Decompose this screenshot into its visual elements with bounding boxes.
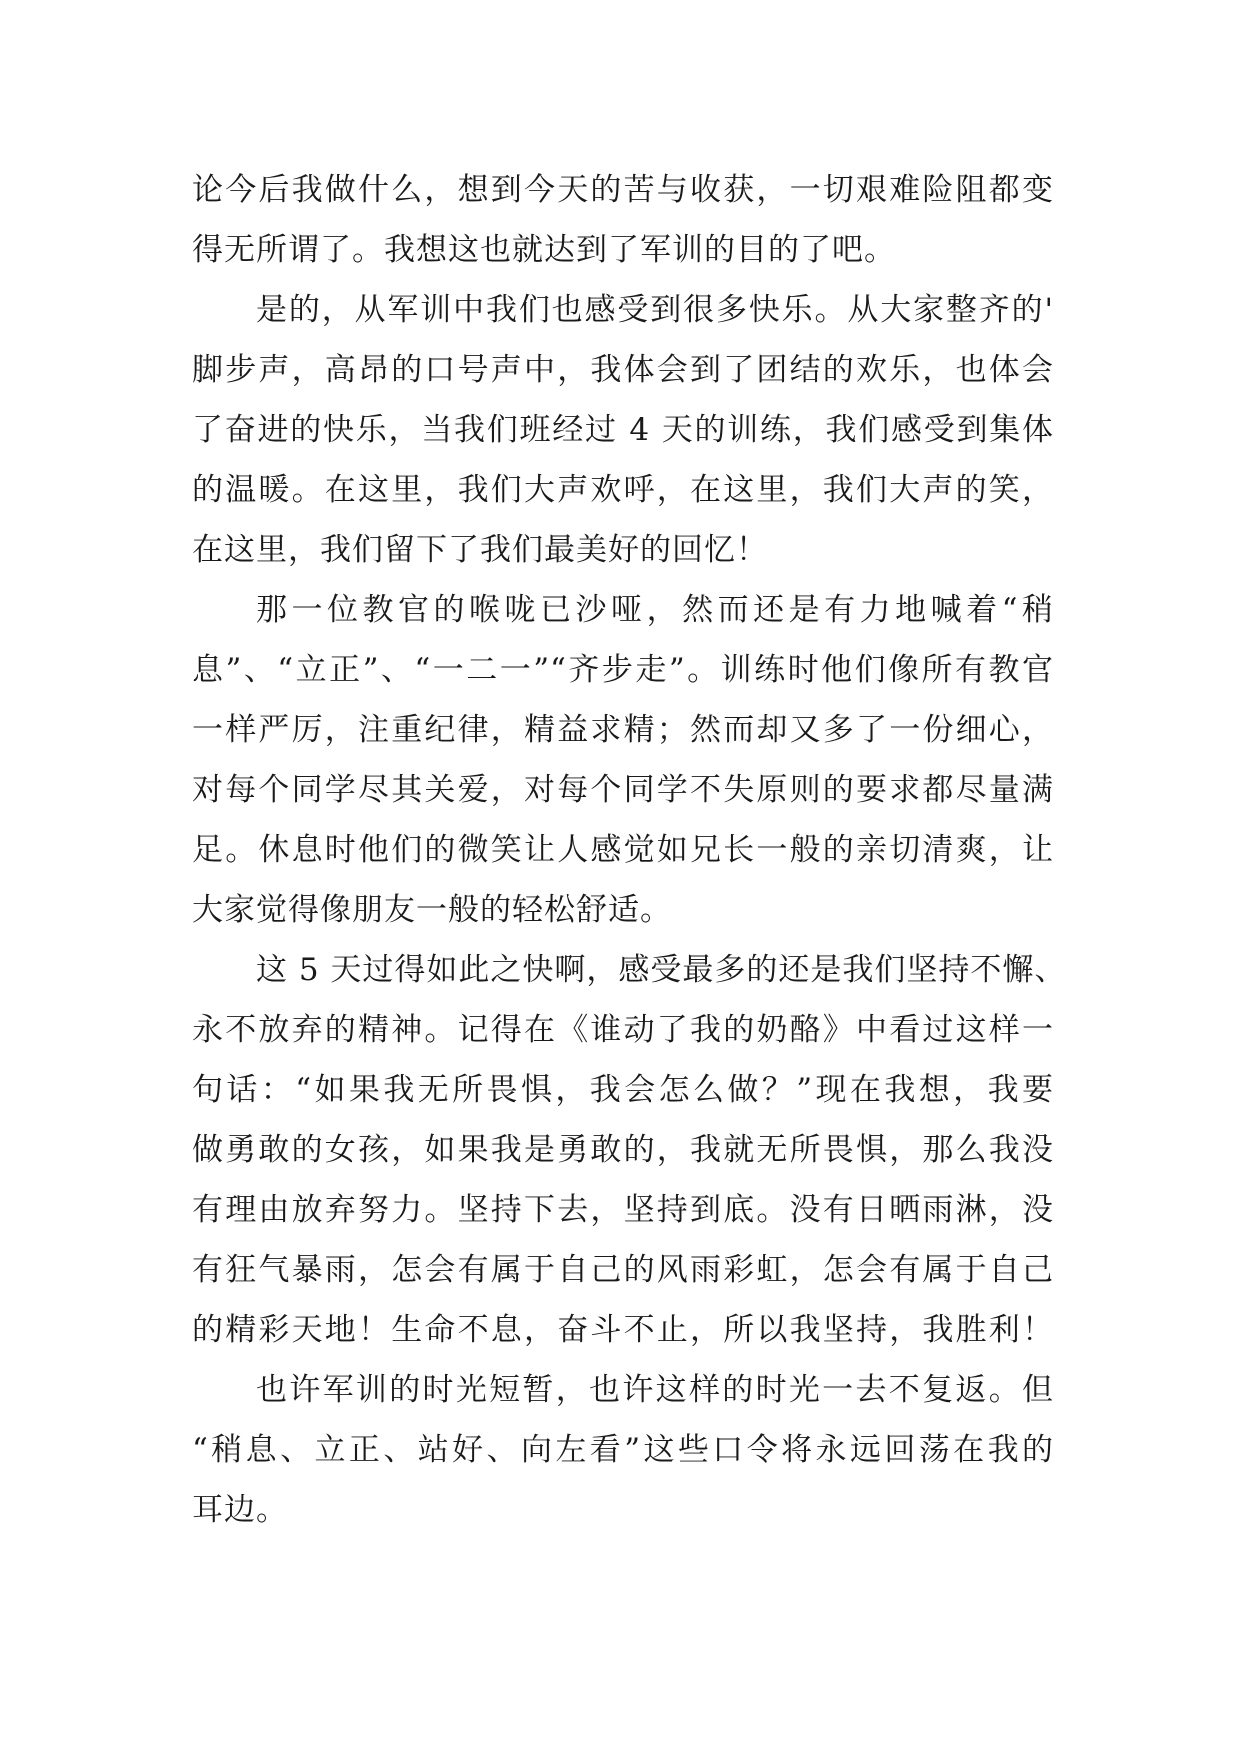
paragraph-1-line-2: 得无所谓了。我想这也就达到了军训的目的了吧。	[192, 232, 896, 268]
paragraph-1-line-1: 论今后我做什么，想到今天的苦与收获，一切艰难险阻都变	[192, 172, 1054, 208]
paragraph-4-line-3: 句话：“如果我无所畏惧，我会怎么做？”现在我想，我要	[192, 1072, 1054, 1108]
paragraph-3-line-6: 大家觉得像朋友一般的轻松舒适。	[192, 892, 672, 928]
paragraph-3-line-2: 息”、“立正”、“一二一”“齐步走”。训练时他们像所有教官	[192, 652, 1054, 688]
paragraph-3-line-3: 一样严厉，注重纪律，精益求精；然而却又多了一份细心，	[192, 712, 1054, 748]
paragraph-2-line-1: 是的，从军训中我们也感受到很多快乐。从大家整齐的'	[256, 292, 1054, 328]
paragraph-4-line-7: 的精彩天地！生命不息，奋斗不止，所以我坚持，我胜利！	[192, 1312, 1054, 1348]
paragraph-2-line-2: 脚步声，高昂的口号声中，我体会到了团结的欢乐，也体会	[192, 352, 1054, 388]
paragraph-5-line-2: “稍息、立正、站好、向左看”这些口令将永远回荡在我的	[192, 1432, 1054, 1468]
paragraph-4-line-4: 做勇敢的女孩，如果我是勇敢的，我就无所畏惧，那么我没	[192, 1132, 1054, 1168]
paragraph-5-line-1: 也许军训的时光短暂，也许这样的时光一去不复返。但	[256, 1372, 1054, 1408]
paragraph-4-line-6: 有狂气暴雨，怎会有属于自己的风雨彩虹，怎会有属于自己	[192, 1252, 1054, 1288]
paragraph-2-line-3: 了奋进的快乐，当我们班经过 4 天的训练，我们感受到集体	[192, 412, 1054, 448]
paragraph-2-line-4: 的温暖。在这里，我们大声欢呼，在这里，我们大声的笑，	[192, 472, 1054, 508]
paragraph-3-line-5: 足。休息时他们的微笑让人感觉如兄长一般的亲切清爽，让	[192, 832, 1054, 868]
paragraph-3-line-1: 那一位教官的喉咙已沙哑，然而还是有力地喊着“稍	[256, 592, 1054, 628]
paragraph-3-line-4: 对每个同学尽其关爱，对每个同学不失原则的要求都尽量满	[192, 772, 1054, 808]
paragraph-2-line-5: 在这里，我们留下了我们最美好的回忆！	[192, 532, 768, 568]
body-text	[192, 160, 1067, 1540]
paragraph-5-line-3: 耳边。	[192, 1492, 288, 1528]
paragraph-4-line-2: 永不放弃的精神。记得在《谁动了我的奶酪》中看过这样一	[192, 1012, 1054, 1048]
paragraph-4-line-1: 这 5 天过得如此之快啊，感受最多的还是我们坚持不懈、	[256, 952, 1067, 988]
paragraph-4-line-5: 有理由放弃努力。坚持下去，坚持到底。没有日晒雨淋，没	[192, 1192, 1054, 1228]
